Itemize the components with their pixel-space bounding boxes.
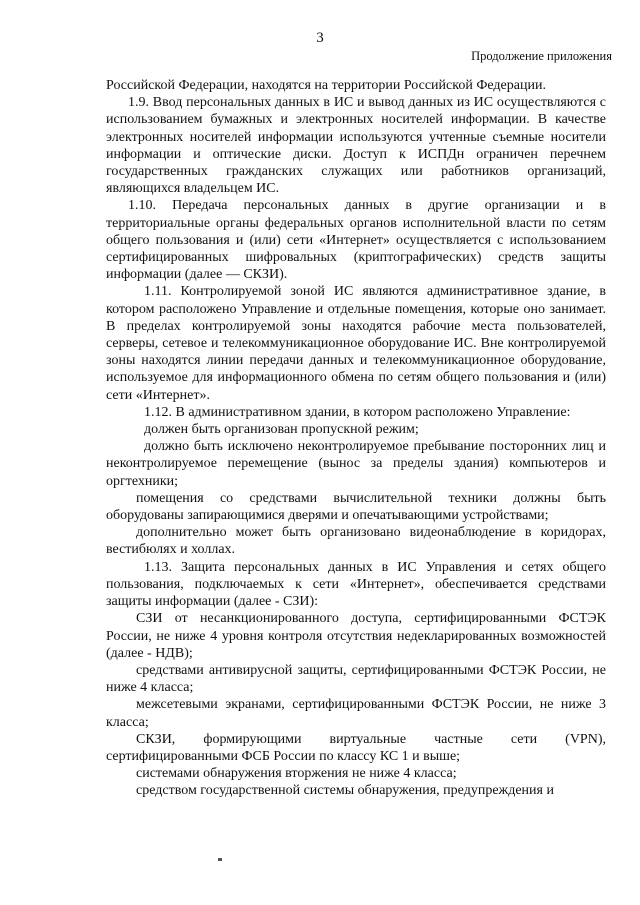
list-item: должно быть исключено неконтролируемое пребывание посторонних лиц и неконтролируемое перемещение (вынос за пределы здания) компьютеров и оргтехники;	[106, 439, 606, 489]
list-item: системами обнаружения вторжения не ниже 4 класса;	[136, 766, 457, 782]
scan-speck	[218, 858, 222, 861]
document-body	[106, 77, 606, 800]
list-item: помещения со средствами вычислительной техники должны быть оборудованы запирающимися дверями и опечатывающими устройствами;	[106, 490, 606, 524]
list-item: межсетевыми экранами, сертифицированными ФСТЭК России, не ниже 3 класса;	[106, 697, 606, 730]
list-item: СЗИ от несанкционированного доступа, сертифицированными ФСТЭК России, не ниже 4 уровня контроля отсутствия недекларированных возможностей (далее - НДВ);	[106, 611, 606, 661]
list-item: дополнительно может быть организовано видеонаблюдение в коридорах, вестибюлях и холлах.	[106, 525, 606, 558]
list-item: средствами антивирусной защиты, сертифицированными ФСТЭК России, не ниже 4 класса;	[106, 662, 606, 696]
list-item: средством государственной системы обнаружения, предупреждения и	[136, 783, 554, 799]
paragraph: 1.11. Контролируемой зоной ИС являются административное здание, в котором расположено Управление и отдельные помещения, которые оно занимает. В пределах контролируемой зоны находятся рабочие места пользователей, серверы, сетевое и телекоммуникационное оборудование ИС. Вне контролируемой зоны находятся линии передачи данных и телекоммуникационное оборудование, используемое для информационного обмена по сетям общего пользования и (или) сети «Интернет».	[106, 284, 606, 403]
appendix-continuation-header: Продолжение приложения	[471, 49, 612, 63]
paragraph: 1.12. В административном здании, в котором расположено Управление:	[144, 404, 571, 420]
paragraph: 1.9. Ввод персональных данных в ИС и вывод данных из ИС осуществляются с использованием бумажных и электронных носителей информации. В качестве электронных носителей информации используются учтенные съемные носители информации и оптические диски. Доступ к ИСПДн ограничен перечнем государственных гражданских служащих или работников организаций, являющихся владельцем ИС.	[106, 95, 606, 197]
paragraph: 1.10. Передача персональных данных в другие организации и в территориальные органы федеральных органов исполнительной власти по сетям общего пользования и (или) сети «Интернет» осуществляется с использованием сертифицированных шифровальных (криптографических) средств защиты информации (далее — СКЗИ).	[106, 198, 606, 283]
paragraph: Российской Федерации, находятся на территории Российской Федерации.	[106, 78, 546, 93]
list-item: должен быть организован пропускной режим;	[144, 422, 419, 438]
list-item: СКЗИ, формирующими виртуальные частные сети (VPN), сертифицированными ФСБ России по классу КС 1 и выше;	[106, 731, 606, 764]
page-number: 3	[316, 30, 324, 46]
paragraph: 1.13. Защита персональных данных в ИС Управления и сетях общего пользования, подключаемых к сети «Интернет», обеспечивается средствами защиты информации (далее - СЗИ):	[106, 559, 606, 610]
